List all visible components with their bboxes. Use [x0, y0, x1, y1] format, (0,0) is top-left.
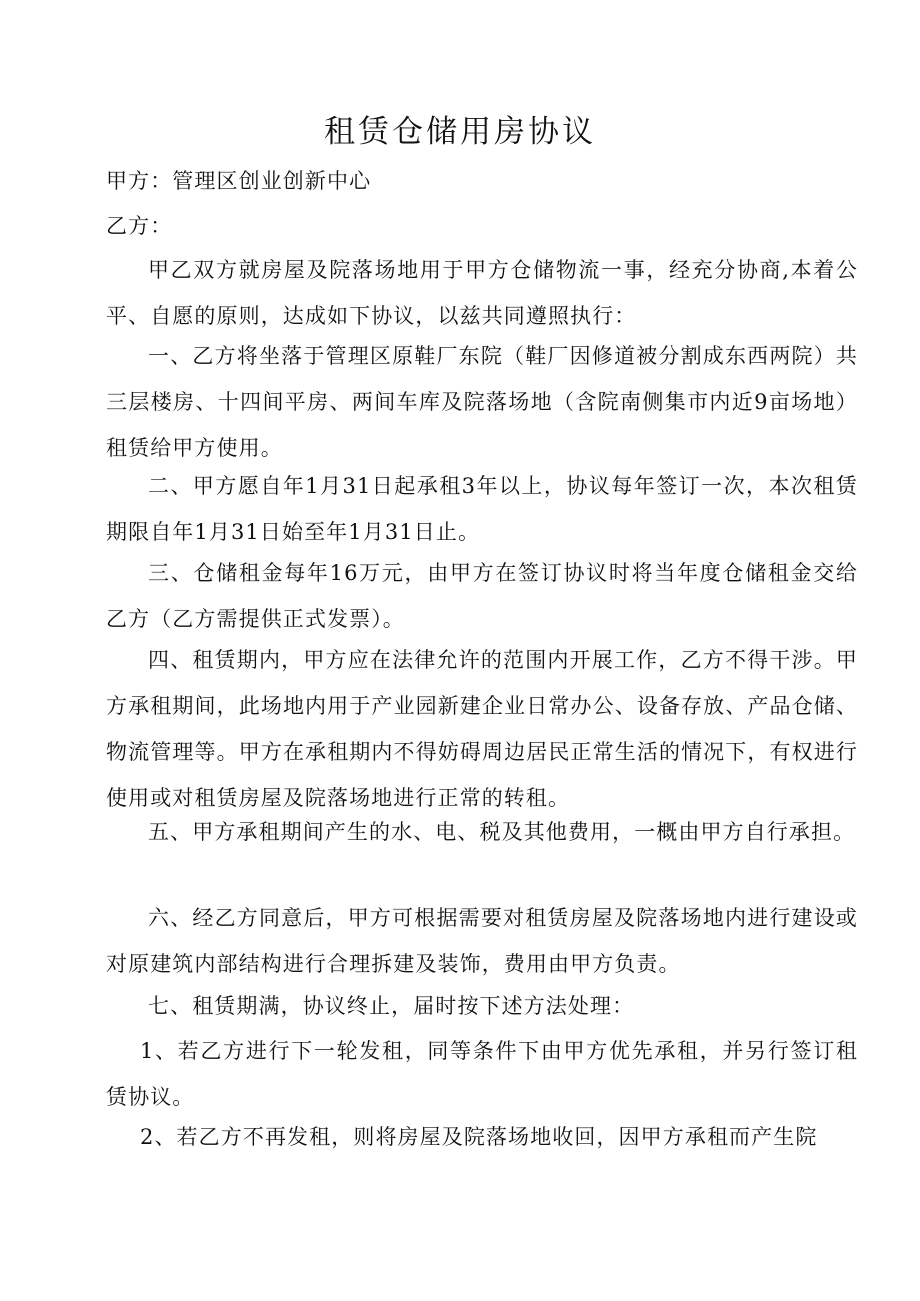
clause-7-item-1: 1、若乙方进行下一轮发租，同等条件下由甲方优先承租，并另行签订租赁协议。 [106, 1039, 858, 1109]
clause-2: 二、甲方愿自年1月31日起承租3年以上，协议每年签订一次，本次租赁期限自年1月31日始至年1月31日止。 [106, 474, 858, 544]
clause-7-item-2: 2、若乙方不再发租，则将房屋及院落场地收回，因甲方承租而产生院 [140, 1125, 818, 1149]
party-a-line: 甲方：管理区创业创新中心 [106, 169, 372, 193]
intro-paragraph: 甲乙双方就房屋及院落场地用于甲方仓储物流一事，经充分协商,本着公平、自愿的原则，达成如下协议，以兹共同遵照执行： [106, 258, 858, 328]
party-b-line: 乙方： [106, 214, 173, 238]
document-title: 租赁仓储用房协议 [324, 114, 596, 150]
clause-1: 一、乙方将坐落于管理区原鞋厂东院（鞋厂因修道被分割成东西两院）共三层楼房、十四间平房、两间车库及院落场地（含院南侧集市内近9亩场地）租赁给甲方使用。 [106, 344, 858, 460]
clause-4: 四、租赁期内，甲方应在法律允许的范围内开展工作，乙方不得干涉。甲方承租期间，此场地内用于产业园新建企业日常办公、设备存放、产品仓储、物流管理等。甲方在承租期内不得妨碍周边居民正常生活的情况下，有权进行使用或对租赁房屋及院落场地进行正常的转租。 [106, 648, 858, 810]
clause-6: 六、经乙方同意后，甲方可根据需要对租赁房屋及院落场地内进行建设或对原建筑内部结构进行合理拆建及装饰，费用由甲方负责。 [106, 906, 858, 976]
clause-5: 五、甲方承租期间产生的水、电、税及其他费用，一概由甲方自行承担。 [148, 820, 856, 844]
clause-3: 三、仓储租金每年16万元，由甲方在签订协议时将当年度仓储租金交给乙方（乙方需提供正式发票）。 [106, 561, 858, 631]
clause-7: 七、租赁期满，协议终止，届时按下述方法处理： [148, 994, 635, 1018]
